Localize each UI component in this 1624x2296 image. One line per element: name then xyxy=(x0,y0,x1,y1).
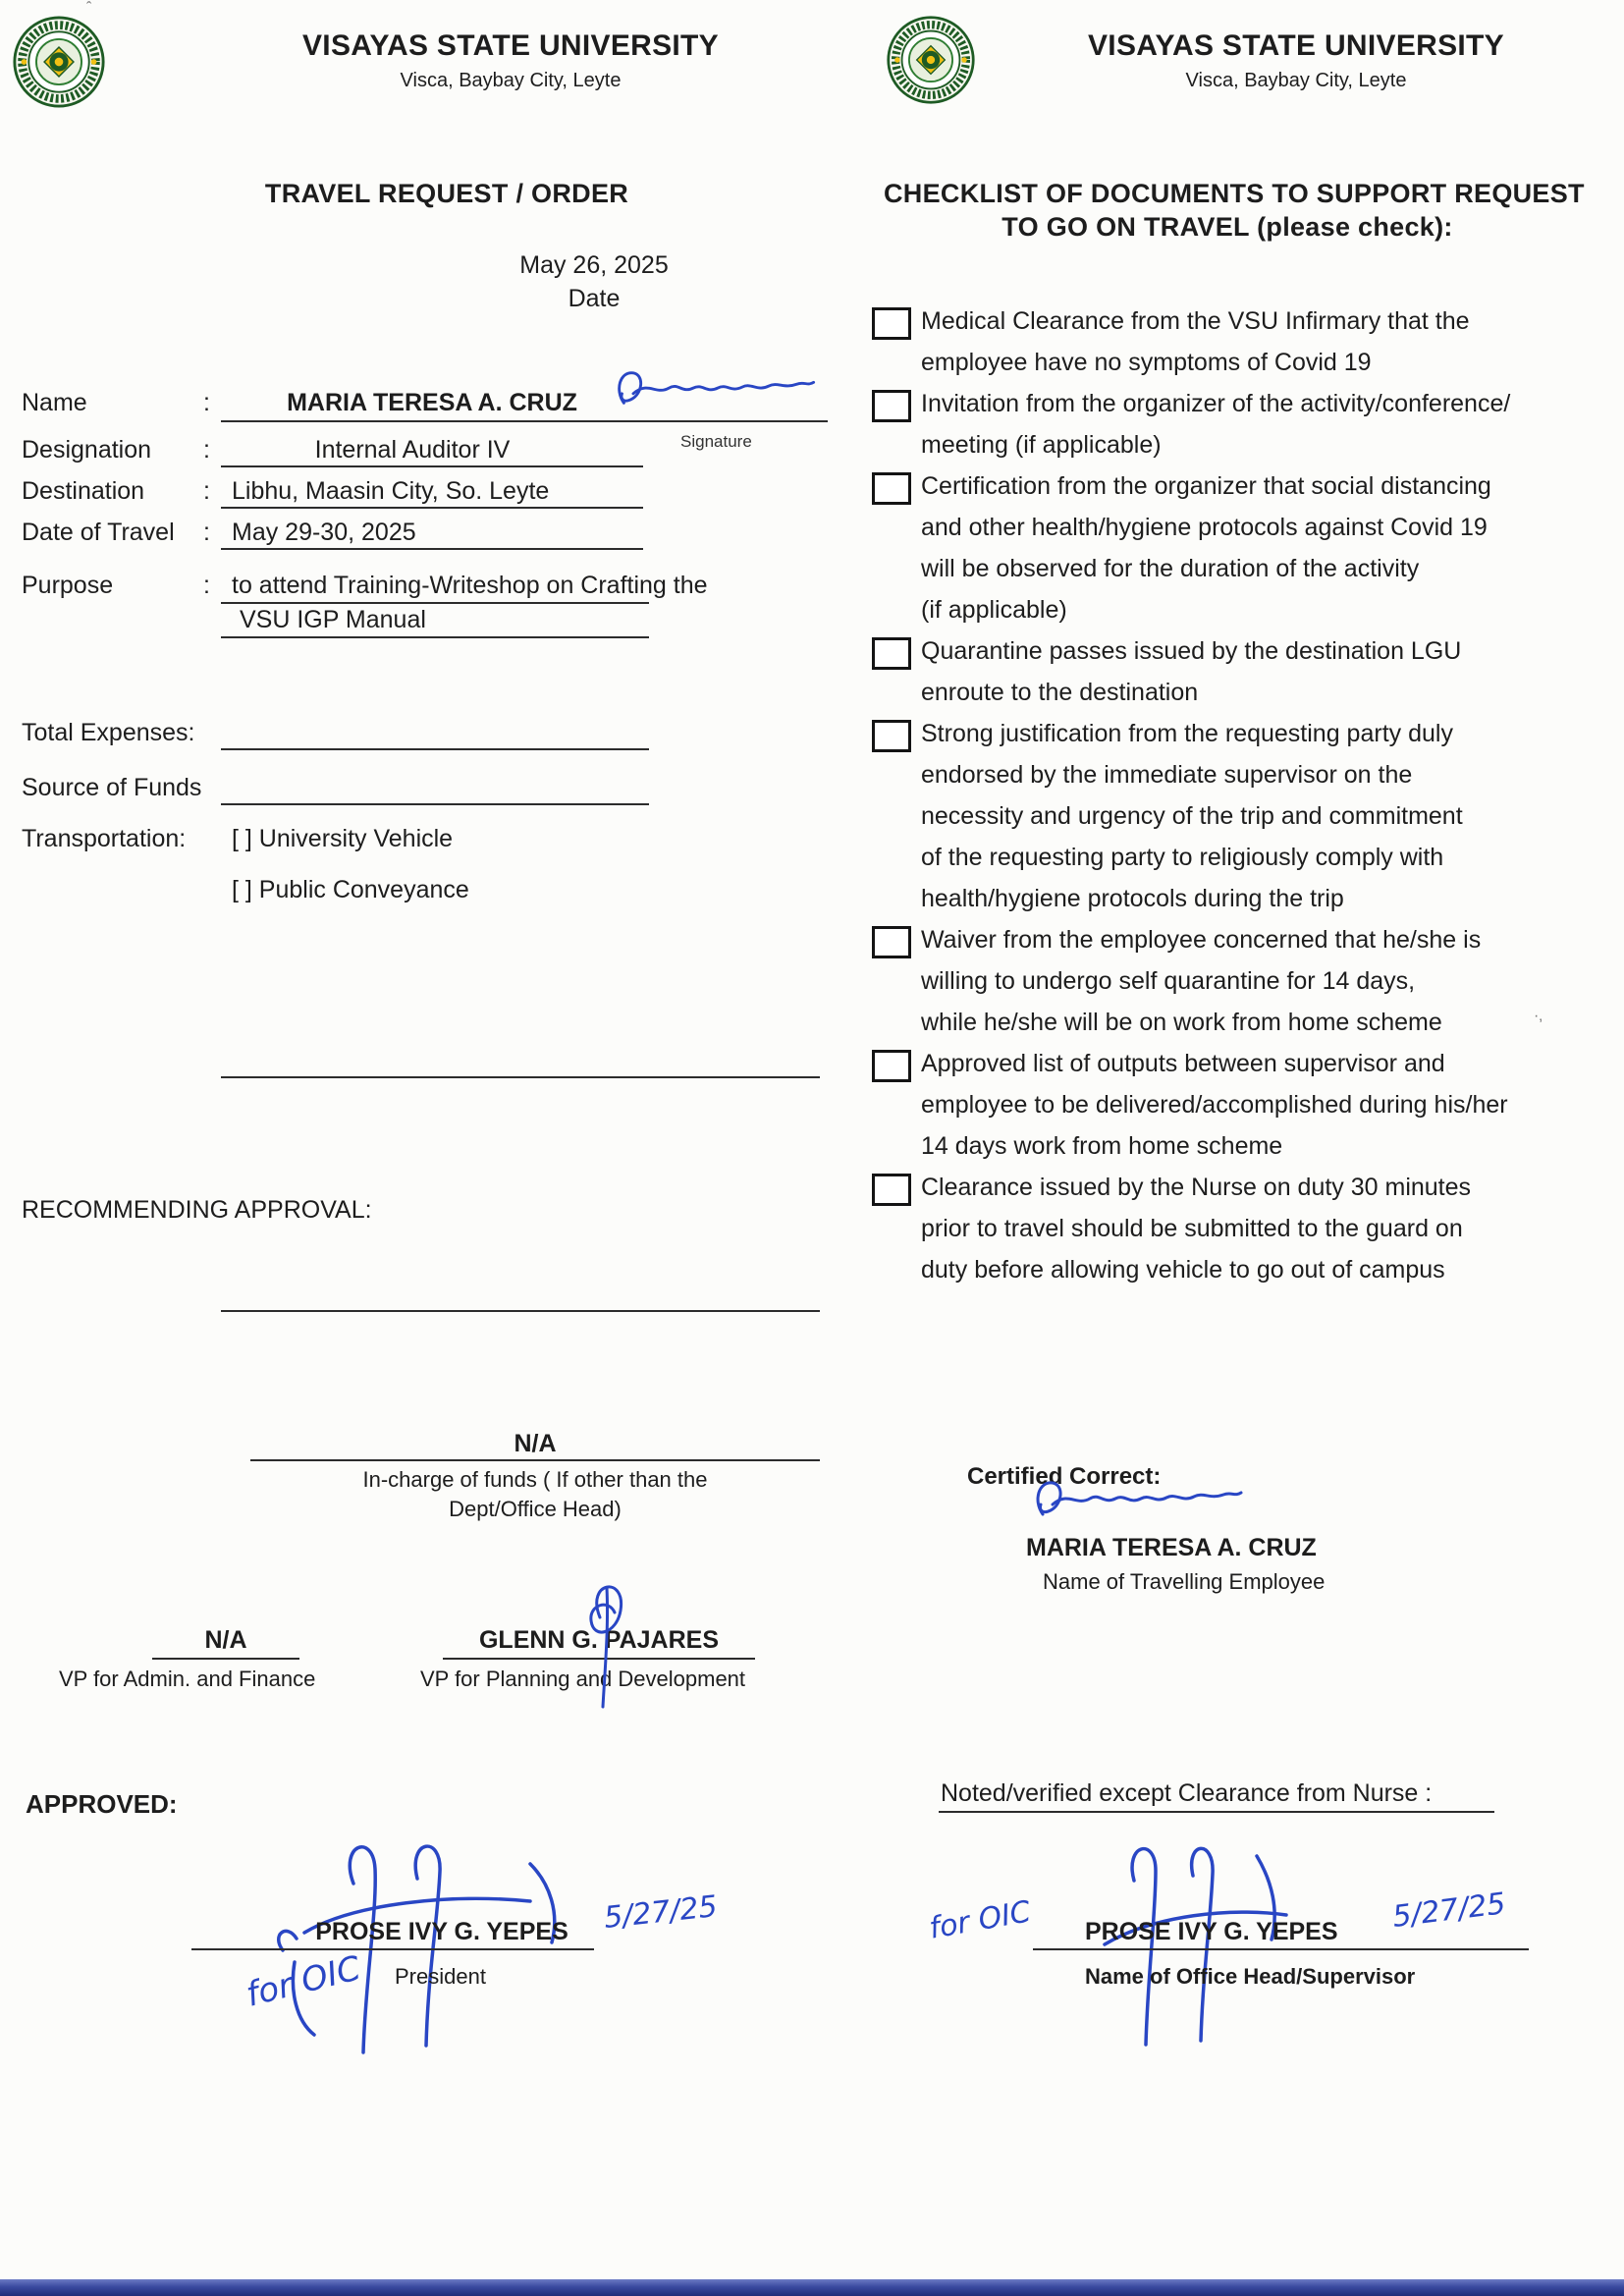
name-label: Name xyxy=(22,389,87,416)
checklist-item-invitation xyxy=(872,383,1598,465)
purpose-underline-1 xyxy=(221,602,649,604)
checkbox[interactable] xyxy=(872,720,911,752)
date-of-travel-label: Date of Travel xyxy=(22,519,175,546)
checklist-item-waiver xyxy=(872,919,1598,1043)
checklist-text: employee to be delivered/accomplished during his/her xyxy=(921,1091,1508,1119)
checklist-text: endorsed by the immediate supervisor on the xyxy=(921,761,1413,789)
checklist-text: of the requesting party to religiously comply with xyxy=(921,844,1444,871)
checklist-item-approved-outputs xyxy=(872,1043,1598,1167)
checkbox[interactable] xyxy=(872,637,911,670)
destination-label: Destination xyxy=(22,477,145,505)
checklist-text: enroute to the destination xyxy=(921,679,1199,706)
request-date-label: Date xyxy=(568,285,621,312)
checklist-item-medical-clearance xyxy=(872,301,1598,383)
destination-colon: : xyxy=(203,477,210,505)
designation-underline xyxy=(221,465,643,467)
checklist-text: duty before allowing vehicle to go out of campus xyxy=(921,1256,1445,1284)
vsu-seal-icon xyxy=(12,14,106,110)
in-charge-underline xyxy=(250,1459,820,1461)
in-charge-caption-2: Dept/Office Head) xyxy=(449,1497,622,1521)
signature-cruz xyxy=(611,361,827,423)
checklist-text: 14 days work from home scheme xyxy=(921,1132,1283,1160)
checklist-text: employee have no symptoms of Covid 19 xyxy=(921,349,1372,376)
checklist-text: necessity and urgency of the trip and commitment xyxy=(921,802,1463,830)
office-head-name: PROSE IVY G. YEPES xyxy=(1085,1918,1338,1945)
total-expenses-label: Total Expenses: xyxy=(22,719,195,746)
noted-verified-underline xyxy=(939,1811,1494,1813)
vp-admin-underline xyxy=(152,1658,299,1660)
blank-line xyxy=(221,1076,820,1078)
purpose-value-line2: VSU IGP Manual xyxy=(240,606,426,633)
travelling-employee-caption: Name of Travelling Employee xyxy=(1043,1569,1326,1594)
checklist-text: (if applicable) xyxy=(921,596,1067,624)
vp-admin-value: N/A xyxy=(204,1626,247,1654)
president-name: PROSE IVY G. YEPES xyxy=(315,1918,568,1945)
name-underline xyxy=(221,420,828,422)
office-head-underline xyxy=(1033,1948,1529,1950)
in-charge-caption-1: In-charge of funds ( If other than the xyxy=(362,1467,708,1492)
purpose-underline-2 xyxy=(221,636,649,638)
designation-colon: : xyxy=(203,436,210,464)
recommending-approval-label: RECOMMENDING APPROVAL: xyxy=(22,1196,372,1224)
university-address: Visca, Baybay City, Leyte xyxy=(400,70,622,91)
checklist-item-certification xyxy=(872,465,1598,630)
purpose-label: Purpose xyxy=(22,572,114,599)
destination-underline xyxy=(221,507,643,509)
checklist-text: Strong justification from the requesting party duly xyxy=(921,720,1453,747)
university-name: VISAYAS STATE UNIVERSITY xyxy=(1088,29,1504,62)
in-charge-value: N/A xyxy=(514,1430,557,1457)
checklist xyxy=(872,301,1598,1290)
checklist-text: Medical Clearance from the VSU Infirmary that the xyxy=(921,307,1470,335)
recommending-approval-line xyxy=(221,1310,820,1312)
vsu-logo xyxy=(886,14,976,111)
name-value: MARIA TERESA A. CRUZ xyxy=(287,389,577,416)
checkbox[interactable] xyxy=(872,307,911,340)
vp-planning-underline xyxy=(443,1658,755,1660)
name-colon: : xyxy=(203,389,210,416)
checklist-text: Quarantine passes issued by the destination LGU xyxy=(921,637,1462,665)
checkbox[interactable] xyxy=(872,390,911,422)
checklist-item-strong-justification xyxy=(872,713,1598,919)
checklist-text: Approved list of outputs between supervisor and xyxy=(921,1050,1445,1077)
travelling-employee-name: MARIA TERESA A. CRUZ xyxy=(1026,1534,1317,1561)
checklist-text: Clearance issued by the Nurse on duty 30 minutes xyxy=(921,1174,1472,1201)
president-underline xyxy=(191,1948,594,1950)
form-title: TRAVEL REQUEST / ORDER xyxy=(264,179,629,208)
scan-artifact: ·‚ xyxy=(1534,1008,1543,1024)
checklist-text: willing to undergo self quarantine for 14 days, xyxy=(921,967,1416,995)
checklist-title-line2: TO GO ON TRAVEL (please check): xyxy=(1001,212,1453,242)
date-of-travel-value: May 29-30, 2025 xyxy=(232,519,416,546)
checklist-text: prior to travel should be submitted to the guard on xyxy=(921,1215,1463,1242)
vsu-seal-icon xyxy=(886,14,976,106)
transport-option-university-vehicle[interactable]: [ ] University Vehicle xyxy=(232,825,454,852)
approved-label: APPROVED: xyxy=(26,1789,178,1819)
handwritten-for-oic: for OIC xyxy=(926,1894,1034,1946)
checklist-text: Waiver from the employee concerned that he/she is xyxy=(921,926,1482,954)
date-of-travel-colon: : xyxy=(203,519,210,546)
scan-artifact: ˆ xyxy=(86,0,92,17)
handwritten-date: 5/27/25 xyxy=(1390,1886,1508,1935)
checkbox[interactable] xyxy=(872,1174,911,1206)
purpose-value-line1: to attend Training-Writeshop on Crafting the xyxy=(232,572,708,599)
vp-planning-caption: VP for Planning and Development xyxy=(420,1667,746,1691)
handwritten-date: 5/27/25 xyxy=(602,1889,720,1936)
checkbox[interactable] xyxy=(872,1050,911,1082)
handwritten-for-oic: for OIC xyxy=(242,1948,365,2015)
request-date-value: May 26, 2025 xyxy=(519,251,669,279)
date-of-travel-underline xyxy=(221,548,643,550)
vp-admin-caption: VP for Admin. and Finance xyxy=(59,1667,316,1691)
checklist-item-nurse-clearance xyxy=(872,1167,1598,1290)
checklist-text: Certification from the organizer that social distancing xyxy=(921,472,1491,500)
source-of-funds-label: Source of Funds xyxy=(22,774,202,801)
transportation-label: Transportation: xyxy=(22,825,187,852)
checklist-text: meeting (if applicable) xyxy=(921,431,1162,459)
transport-option-public-conveyance[interactable]: [ ] Public Conveyance xyxy=(232,876,469,903)
checklist-text: and other health/hygiene protocols against Covid 19 xyxy=(921,514,1488,541)
checkbox[interactable] xyxy=(872,472,911,505)
president-caption: President xyxy=(395,1964,486,1989)
university-address: Visca, Baybay City, Leyte xyxy=(1185,70,1407,91)
designation-label: Designation xyxy=(22,436,152,464)
total-expenses-underline xyxy=(221,748,649,750)
university-name: VISAYAS STATE UNIVERSITY xyxy=(302,29,719,62)
destination-value: Libhu, Maasin City, So. Leyte xyxy=(232,477,550,505)
scanner-edge-strip xyxy=(0,2279,1624,2296)
checklist-text: will be observed for the duration of the activity xyxy=(921,555,1420,582)
checklist-text: health/hygiene protocols during the trip xyxy=(921,885,1344,912)
checklist-text: while he/she will be on work from home scheme xyxy=(921,1009,1442,1036)
vp-planning-name: GLENN G. PAJARES xyxy=(478,1626,720,1654)
purpose-colon: : xyxy=(203,572,210,599)
designation-value: Internal Auditor IV xyxy=(314,436,511,464)
checklist-item-quarantine-passes xyxy=(872,630,1598,713)
checklist-title-line1: CHECKLIST OF DOCUMENTS TO SUPPORT REQUEST xyxy=(884,179,1585,208)
checklist-text: Invitation from the organizer of the activity/conference/ xyxy=(921,390,1511,417)
noted-verified-label: Noted/verified except Clearance from Nurse : xyxy=(941,1779,1433,1807)
signature-caption: Signature xyxy=(680,432,752,451)
office-head-caption: Name of Office Head/Supervisor xyxy=(1085,1964,1416,1989)
source-of-funds-underline xyxy=(221,803,649,805)
vsu-logo xyxy=(12,14,106,115)
certified-correct-label: Certified Correct: xyxy=(967,1463,1162,1490)
checkbox[interactable] xyxy=(872,926,911,958)
